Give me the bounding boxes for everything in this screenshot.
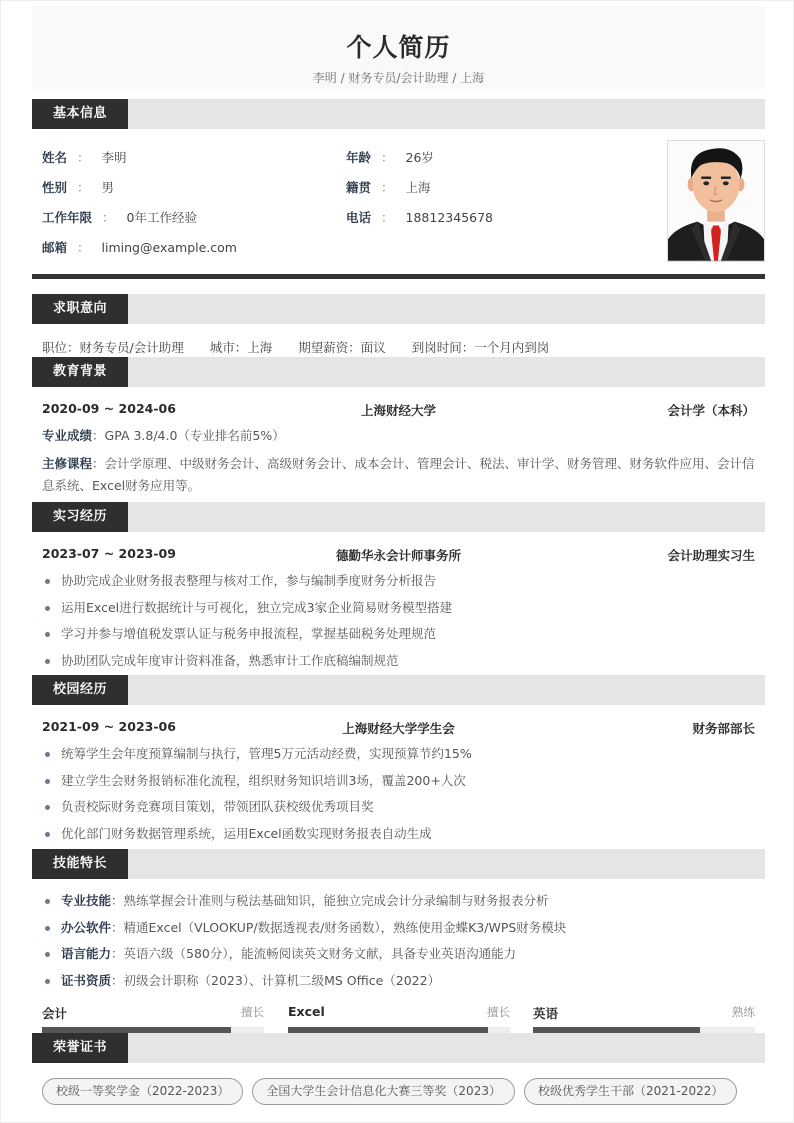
info-value: 李明 [101, 150, 127, 165]
entry-role: 财务部部长 [692, 721, 755, 736]
page-subtitle: 李明 / 财务专员/会计助理 / 上海 [312, 71, 485, 85]
info-work-years: 工作年限 ： 0年工作经验 [42, 210, 197, 225]
honor-badges [42, 1078, 746, 1105]
info-label: 年龄 [346, 150, 372, 165]
section-header-skills [32, 849, 765, 879]
education-entry-header [42, 401, 755, 419]
list-item: 语言能力：英语六级（580分），能流畅阅读英文财务文献，具备专业英语沟通能力 [42, 944, 755, 971]
section-title: 荣誉证书 [32, 1033, 128, 1063]
honor-badge: 校级优秀学生干部（2021-2022） [524, 1078, 737, 1105]
education-gpa [42, 425, 755, 447]
courses-value: ：会计学原理、中级财务会计、高级财务会计、成本会计、管理会计、税法、审计学、财务管理、财务软件应用、会计信息系统、Excel财务应用等。 [42, 456, 755, 493]
list-item: 协助完成企业财务报表整理与核对工作，参与编制季度财务分析报告 [42, 571, 755, 598]
list-item: 专业技能：熟练掌握会计准则与税法基础知识，能独立完成会计分录编制与财务报表分析 [42, 891, 755, 918]
info-label: 电话 [346, 210, 372, 225]
skill-bar-excel [288, 1004, 510, 1034]
skill-level: 熟练 [732, 1005, 755, 1019]
avatar-illustration [668, 141, 764, 261]
skill-bar-english [533, 1004, 755, 1034]
info-age: 年龄 ： 26岁 [346, 150, 434, 165]
info-value: 26岁 [405, 150, 434, 165]
honor-badge: 全国大学生会计信息化大赛三等奖（2023） [252, 1078, 515, 1105]
intent-position: 职位：财务专员/会计助理 [42, 340, 184, 355]
honor-badge: 校级一等奖学金（2022-2023） [42, 1078, 243, 1105]
section-header-job-intent [32, 294, 765, 324]
internship-entry-header [42, 546, 755, 564]
section-header-campus [32, 675, 765, 705]
list-item: 运用Excel进行数据统计与可视化，独立完成3家企业简易财务模型搭建 [42, 598, 755, 625]
list-item: 优化部门财务数据管理系统，运用Excel函数实现财务报表自动生成 [42, 824, 755, 851]
skill-name: 英语 [533, 1006, 559, 1021]
intent-city: 城市：上海 [209, 340, 273, 355]
intent-salary: 期望薪资：面议 [298, 340, 386, 355]
gpa-label: 专业成绩 [42, 428, 93, 443]
skills-bullets [42, 891, 755, 997]
entry-org: 上海财经大学学生会 [342, 721, 455, 736]
entry-date: 2023-07 ~ 2023-09 [42, 546, 176, 561]
info-value: liming@example.com [101, 240, 237, 255]
divider [32, 274, 765, 279]
campus-bullets [42, 744, 755, 850]
intent-availability: 到岗时间：一个月内到岗 [411, 340, 550, 355]
section-title: 教育背景 [32, 357, 128, 387]
resume-header [32, 6, 765, 89]
list-item: 统筹学生会年度预算编制与执行，管理5万元活动经费，实现预算节约15% [42, 744, 755, 771]
skill-name: Excel [288, 1004, 325, 1019]
info-value: 上海 [405, 180, 431, 195]
list-item: 证书资质：初级会计职称（2023）、计算机二级MS Office（2022） [42, 971, 755, 998]
section-header-honors [32, 1033, 765, 1063]
entry-date: 2021-09 ~ 2023-06 [42, 719, 176, 734]
list-item: 办公软件：精通Excel（VLOOKUP/数据透视表/财务函数），熟练使用金蝶K3/WPS财务模块 [42, 918, 755, 945]
section-title: 基本信息 [32, 99, 128, 129]
info-label: 籍贯 [346, 180, 372, 195]
section-header-internship [32, 502, 765, 532]
campus-entry-header [42, 719, 755, 737]
section-title: 技能特长 [32, 849, 128, 879]
list-item: 协助团队完成年度审计资料准备，熟悉审计工作底稿编制规范 [42, 651, 755, 678]
courses-label: 主修课程 [42, 456, 93, 471]
info-hometown: 籍贯 ： 上海 [346, 180, 431, 195]
skill-level: 擅长 [487, 1005, 510, 1019]
skill-name: 会计 [42, 1006, 68, 1021]
list-item: 负责校际财务竞赛项目策划，带领团队获校级优秀项目奖 [42, 797, 755, 824]
info-label: 邮箱 [42, 240, 68, 255]
gpa-value: ：GPA 3.8/4.0（专业排名前5%） [92, 428, 285, 443]
info-email: 邮箱 ： liming@example.com [42, 240, 237, 255]
entry-major: 会计学（本科） [667, 403, 755, 418]
info-value: 0年工作经验 [126, 210, 197, 225]
skill-level: 擅长 [241, 1005, 264, 1019]
list-item: 学习并参与增值税发票认证与税务申报流程，掌握基础税务处理规范 [42, 624, 755, 651]
profile-photo [667, 140, 765, 262]
section-title: 求职意向 [32, 294, 128, 324]
section-title: 校园经历 [32, 675, 128, 705]
info-phone: 电话 ： 18812345678 [346, 210, 494, 225]
job-intent-row [42, 338, 575, 356]
section-title: 实习经历 [32, 502, 128, 532]
section-header-education [32, 357, 765, 387]
entry-date: 2020-09 ~ 2024-06 [42, 401, 176, 416]
internship-bullets [42, 571, 755, 677]
info-gender: 性别 ： 男 [42, 180, 115, 195]
info-value: 男 [101, 180, 115, 195]
page-title: 个人简历 [346, 33, 451, 62]
education-courses [42, 453, 755, 497]
info-value: 18812345678 [405, 210, 494, 225]
info-label: 姓名 [42, 150, 68, 165]
list-item: 建立学生会财务报销标准化流程，组织财务知识培训3场，覆盖200+人次 [42, 771, 755, 798]
info-label: 工作年限 [42, 210, 93, 225]
entry-company: 德勤华永会计师事务所 [335, 548, 461, 563]
entry-role: 会计助理实习生 [667, 548, 755, 563]
info-name: 姓名 ： 李明 [42, 150, 127, 165]
section-header-basic-info [32, 99, 765, 129]
entry-school: 上海财经大学 [360, 403, 436, 418]
info-label: 性别 [42, 180, 68, 195]
skill-bar-accounting [42, 1004, 264, 1034]
